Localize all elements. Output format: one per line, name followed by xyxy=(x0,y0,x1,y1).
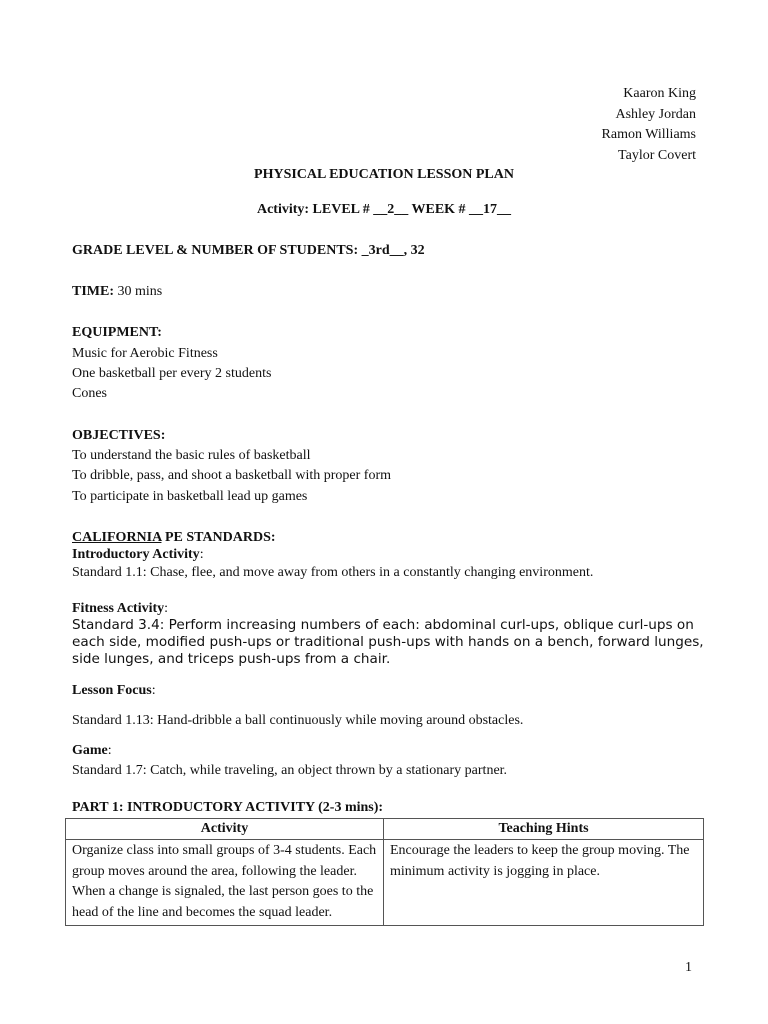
table-row xyxy=(66,840,704,926)
column-header-teaching-hints: Teaching Hints xyxy=(384,819,704,840)
lesson-focus-standard: Standard 1.13: Hand-dribble a ball continuously while moving around obstacles. xyxy=(72,713,524,728)
fitness-activity-label xyxy=(72,600,168,617)
objective-item: To understand the basic rules of basketball xyxy=(72,448,311,463)
introductory-activity-table xyxy=(65,818,704,926)
intro-activity-standard: Standard 1.1: Chase, flee, and move away from others in a constantly changing environment. xyxy=(72,565,594,580)
equipment-item: Music for Aerobic Fitness xyxy=(72,346,218,361)
equipment-item: One basketball per every 2 students xyxy=(72,366,272,381)
grade-level-line: GRADE LEVEL & NUMBER OF STUDENTS: _3rd__, 32 xyxy=(72,243,425,258)
game-label-text: Game xyxy=(72,743,108,758)
game-standard: Standard 1.7: Catch, while traveling, an object thrown by a stationary partner. xyxy=(72,763,508,778)
activity-level-week: Activity: LEVEL # __2__ WEEK # __17__ xyxy=(256,202,512,217)
time-label: TIME: xyxy=(72,284,114,299)
objective-item: To dribble, pass, and shoot a basketball with proper form xyxy=(72,468,392,483)
intro-activity-label xyxy=(72,546,204,563)
teaching-hints-cell: Encourage the leaders to keep the group moving. The minimum activity is jogging in place. xyxy=(384,840,704,926)
fitness-activity-label-text: Fitness Activity xyxy=(72,601,165,616)
author-name: Taylor Covert xyxy=(618,147,696,163)
table-header-row xyxy=(66,819,704,840)
lesson-focus-label xyxy=(72,682,156,699)
author-name: Kaaron King xyxy=(623,86,696,101)
time-value: 30 mins xyxy=(114,284,163,299)
column-header-activity: Activity xyxy=(66,819,384,840)
author-list xyxy=(602,84,696,166)
intro-activity-label-text: Introductory Activity xyxy=(72,547,200,562)
label-colon: : xyxy=(107,743,112,758)
part1-heading: PART 1: INTRODUCTORY ACTIVITY (2-3 mins): xyxy=(72,800,384,815)
label-colon: : xyxy=(151,683,156,698)
game-label xyxy=(72,742,112,759)
equipment-heading: EQUIPMENT: xyxy=(72,325,162,340)
standards-state: CALIFORNIA xyxy=(72,530,162,545)
equipment-item: Cones xyxy=(72,386,107,401)
page-number: 1 xyxy=(685,960,692,975)
fitness-activity-standard: Standard 3.4: Perform increasing numbers of each: abdominal curl-ups, oblique curl-ups on each side, modified push-ups or traditional push-ups with hands on a bench, forward lunges, side lunges, and triceps push-ups from a chair. xyxy=(72,617,704,667)
label-colon: : xyxy=(199,547,204,562)
author-name: Ashley Jordan xyxy=(615,106,696,122)
standards-heading xyxy=(72,529,276,546)
standards-heading-rest: PE STANDARDS: xyxy=(161,530,276,545)
activity-cell: Organize class into small groups of 3-4 students. Each group moves around the area, following the leader. When a change is signaled, the last person goes to the head of the line and becomes the squad leader. xyxy=(66,840,384,926)
lesson-focus-label-text: Lesson Focus xyxy=(72,683,152,698)
author-name: Ramon Williams xyxy=(601,127,696,142)
label-colon: : xyxy=(164,601,169,616)
objectives-heading: OBJECTIVES: xyxy=(72,428,166,443)
time-line xyxy=(72,283,162,300)
document-title: PHYSICAL EDUCATION LESSON PLAN xyxy=(254,167,514,182)
objective-item: To participate in basketball lead up games xyxy=(72,489,308,504)
